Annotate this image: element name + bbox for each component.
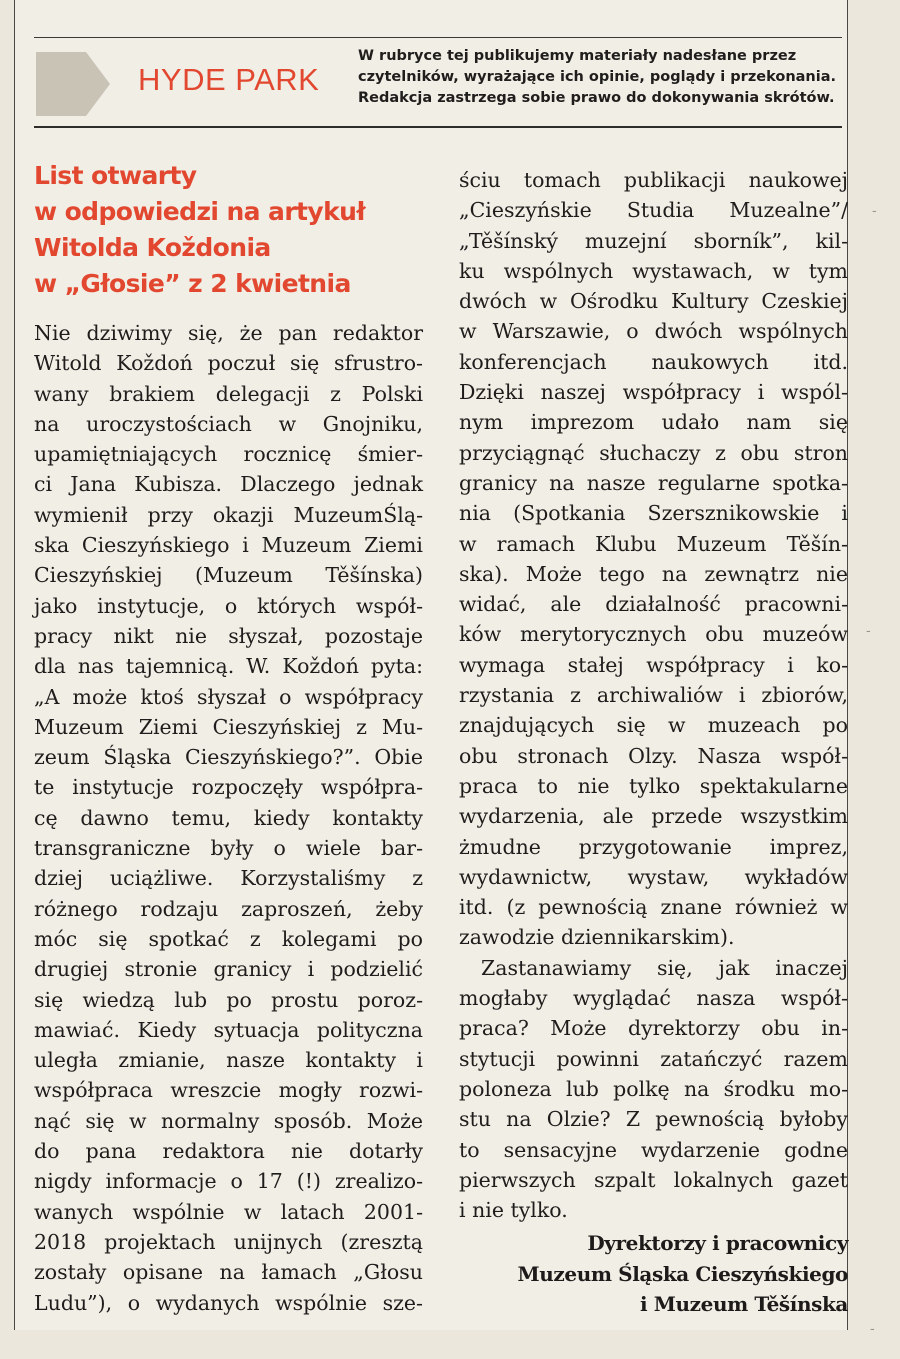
article-right-column [459,165,848,1225]
margin-speck: - [872,204,877,219]
article-text-line: dla nas tajemnicą. W. Koždoń pyta: [34,654,423,679]
article-text-line: nia (Spotkania Szersznikowskie i [459,501,848,526]
rubric-note-line: Redakcja zastrzega sobie prawo do dokonywania skrótów. [358,90,835,106]
article-text-line: cę dawno temu, kiedy kontakty [34,805,423,830]
article-text-line: praca to nie tylko spektakularne [459,773,848,798]
article-text-line: „Cieszyńskie Studia Muzealne”/ [459,198,848,223]
article-left-column [34,318,423,1318]
rubric-title: HYDE PARK [138,62,320,97]
article-text-line: itd. (z pewnością znane również w [459,895,848,920]
article-text-line: poloneza lub polkę na środku mo- [459,1076,848,1101]
article-text-line: granicy na nasze regularne spotka- [459,470,848,495]
article-text-line: pracy nikt nie słyszał, pozostaje [34,623,423,648]
article-text-line: dwóch w Ośrodku Kultury Czeskiej [459,289,848,314]
article-text-line: nąć się w normalny sposób. Może [34,1108,423,1133]
article-text-line: się wiedzą lub po prostu poroz- [34,987,423,1012]
article-text-line: ci Jana Kubisza. Dlaczego jednak [34,472,423,497]
article-text-line: transgraniczne były o wiele bar- [34,836,423,861]
signature-line: Dyrektorzy i pracownicy [587,1231,848,1255]
article-text-line: wymaga stałej współpracy i ko- [459,652,848,677]
article-text-line: znajdujących się w muzeach po [459,713,848,738]
article-text-line: dziej uciążliwe. Korzystaliśmy z [34,866,423,891]
article-text-line: wany brakiem delegacji z Polski [34,381,423,406]
article-text-line: widać, ale działalność pracowni- [459,592,848,617]
article-text-line: wydarzenia, ale przede wszystkim [459,804,848,829]
article-text-line: rzystania z archiwaliów i zbiorów, [459,683,848,708]
article-text-line: te instytucje rozpoczęły współpra- [34,775,423,800]
right-arrow-tag-icon [36,52,110,116]
article-text-line: ska). Może tego na zewnątrz nie [459,561,848,586]
article-text-line: konferencjach naukowych itd. [459,349,848,374]
rubric-note-line: W rubryce tej publikujemy materiały nadesłane przez [358,48,797,64]
article-text-line: Cieszyńskiej (Muzeum Těšínska) [34,563,423,588]
article-text-line: ku wspólnych wystawach, w tym [459,258,848,283]
article-text-line: Ludu”), o wydanych wspólnie sze- [34,1290,423,1315]
headline-line: List otwarty [34,161,197,190]
article-text-line: upamiętniających rocznicę śmier- [34,442,423,467]
article-text-line: przyciągnąć słuchaczy z obu stron [459,440,848,465]
article-text-line: w ramach Klubu Muzeum Těšín- [459,531,848,556]
signature-line: i Muzeum Těšínska [640,1292,848,1316]
article-text-line: mawiać. Kiedy sytuacja polityczna [34,1017,423,1042]
article-text-line: 2018 projektach unijnych (zresztą [34,1229,423,1254]
article-text-line: i nie tylko. [459,1198,568,1223]
article-text-line: współpraca wreszcie mogły rozwi- [34,1078,423,1103]
article-text-line: nigdy informacje o 17 (!) zrealizo- [34,1169,423,1194]
rubric-note-line: czytelników, wyrażające ich opinie, poglądy i przekonania. [358,69,837,85]
article-text-line: nym imprezom udało nam się [459,410,848,435]
article-text-line: zeum Śląska Cieszyńskiego?”. Obie [34,745,423,770]
headline-line: w „Głosie” z 2 kwietnia [34,269,351,298]
headline-line: Witolda Koždonia [34,233,271,262]
article-text-line: pierwszych szpalt lokalnych gazet [459,1167,848,1192]
article-text-line: uległa zmianie, nasze kontakty i [34,1048,423,1073]
article-text-line: do pana redaktora nie dotarły [34,1139,423,1164]
article-text-line: Nie dziwimy się, że pan redaktor [34,321,423,345]
article-text-line: w Warszawie, o dwóch wspólnych [459,319,848,344]
article-text-line: różnego rodzaju zaproszeń, żeby [34,896,423,921]
article-text-line: „A może ktoś słyszał o współpracy [34,684,423,709]
article-text-line: Dzięki naszej współpracy i wspól- [459,380,848,405]
article-text-line: Zastanawiamy się, jak inaczej [481,955,848,980]
article-signature [518,1228,848,1320]
header-top-rule [34,37,842,38]
article-text-line: Witold Koždoń poczuł się sfrustro- [34,351,423,376]
article-text-line: drugiej stronie granicy i podzielić [34,957,423,982]
article-text-line: jako instytucje, o których współ- [34,593,423,618]
header-bottom-rule [34,126,842,128]
article-text-line: to sensacyjne wydarzenie godne [459,1137,848,1162]
article-text-line: stytucji powinni zatańczyć razem [459,1046,848,1071]
article-text-line: wydawnictw, wystaw, wykładów [459,864,848,889]
margin-speck: - [870,1322,875,1337]
article-text-line: Muzeum Ziemi Cieszyńskiej z Mu- [34,714,423,739]
article-text-line: zawodzie dziennikarskim). [459,925,735,950]
article-text-line: ków merytorycznych obu muzeów [459,622,848,647]
article-text-line: „Těšínský muzejní sborník”, kil- [459,228,848,253]
article-text-line: wanych wspólnie w latach 2001- [34,1199,423,1224]
article-text-line: móc się spotkać z kolegami po [34,926,423,951]
article-text-line: ska Cieszyńskiego i Muzeum Ziemi [34,533,423,558]
article-text-line: obu stronach Olzy. Nasza współ- [459,743,848,768]
headline-line: w odpowiedzi na artykuł [34,197,365,226]
signature-line: Muzeum Śląska Cieszyńskiego [517,1261,848,1286]
article-text-line: stu na Olzie? Z pewnością byłoby [459,1107,848,1132]
article-text-line: praca? Może dyrektorzy obu in- [459,1016,848,1041]
article-text-line: mogłaby wyglądać nasza współ- [459,986,848,1011]
article-text-line: wymienił przy okazji MuzeumŚlą- [34,502,423,527]
article-text-line: ściu tomach publikacji naukowej [459,168,848,192]
article-headline [34,158,439,302]
article-text-line: zostały opisane na łamach „Głosu [34,1260,423,1285]
article-text-line: żmudne przygotowanie imprez, [459,834,848,859]
rubric-note [358,46,848,109]
margin-speck: - [866,624,871,639]
article-text-line: na uroczystościach w Gnojniku, [34,411,423,436]
